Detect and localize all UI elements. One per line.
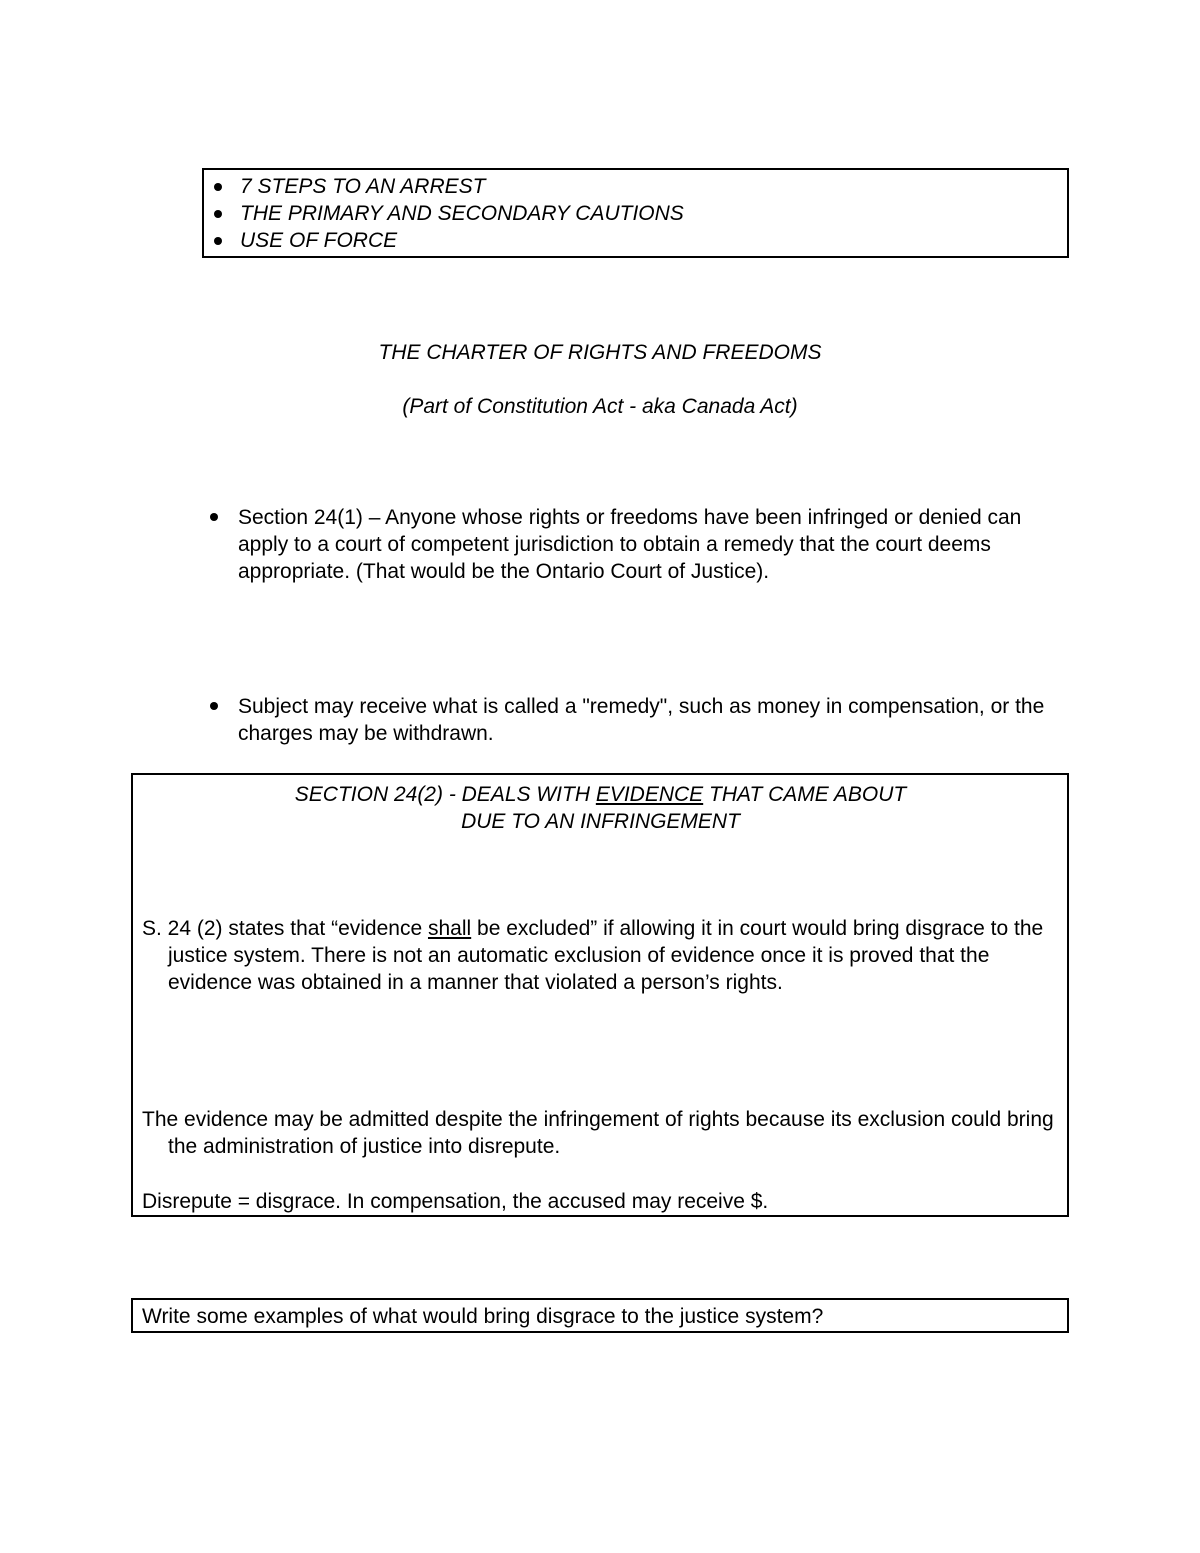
point-text: Section 24(1) – Anyone whose rights or freedoms have been infringed or denied can apply to a court of competent jurisdiction to obtain a remedy that the court deems appropriate. (That would be the Ontario Court of Justice). (238, 506, 1022, 583)
evidence-box (131, 773, 1069, 1217)
evidence-paragraph-1: S. 24 (2) states that “evidence shall be excluded” if allowing it in court would bring disgrace to the justice system. There is not an automatic exclusion of evidence once it is proved that the evidence was obtained in a manner that violated a person’s rights. (142, 917, 1044, 994)
question-box: Write some examples of what would bring disgrace to the justice system? (131, 1298, 1069, 1333)
bullet-icon (214, 183, 222, 191)
bullet-icon (210, 513, 218, 521)
bullet-icon (214, 237, 222, 245)
page-subtitle: (Part of Constitution Act - aka Canada Act) (402, 395, 798, 418)
point-remedy (210, 693, 1060, 747)
bullet-icon (214, 210, 222, 218)
page-title: THE CHARTER OF RIGHTS AND FREEDOMS (378, 341, 822, 364)
topic-item: THE PRIMARY AND SECONDARY CAUTIONS (214, 200, 1067, 227)
evidence-paragraph-3: Disrepute = disgrace. In compensation, the accused may receive $. (142, 1190, 769, 1213)
topic-item: USE OF FORCE (214, 227, 1067, 254)
topics-list (214, 173, 1067, 254)
evidence-heading: SECTION 24(2) - DEALS WITH EVIDENCE THAT CAME ABOUT DUE TO AN INFRINGEMENT (294, 783, 907, 833)
point-section-24-1 (210, 504, 1060, 585)
topics-box (202, 168, 1069, 258)
point-text: Subject may receive what is called a "remedy", such as money in compensation, or the charges may be withdrawn. (238, 695, 1045, 745)
bullet-icon (210, 702, 218, 710)
evidence-paragraph-2: The evidence may be admitted despite the infringement of rights because its exclusion could bring the administration of justice into disrepute. (142, 1108, 1054, 1158)
topic-item: 7 STEPS TO AN ARREST (214, 173, 1067, 200)
